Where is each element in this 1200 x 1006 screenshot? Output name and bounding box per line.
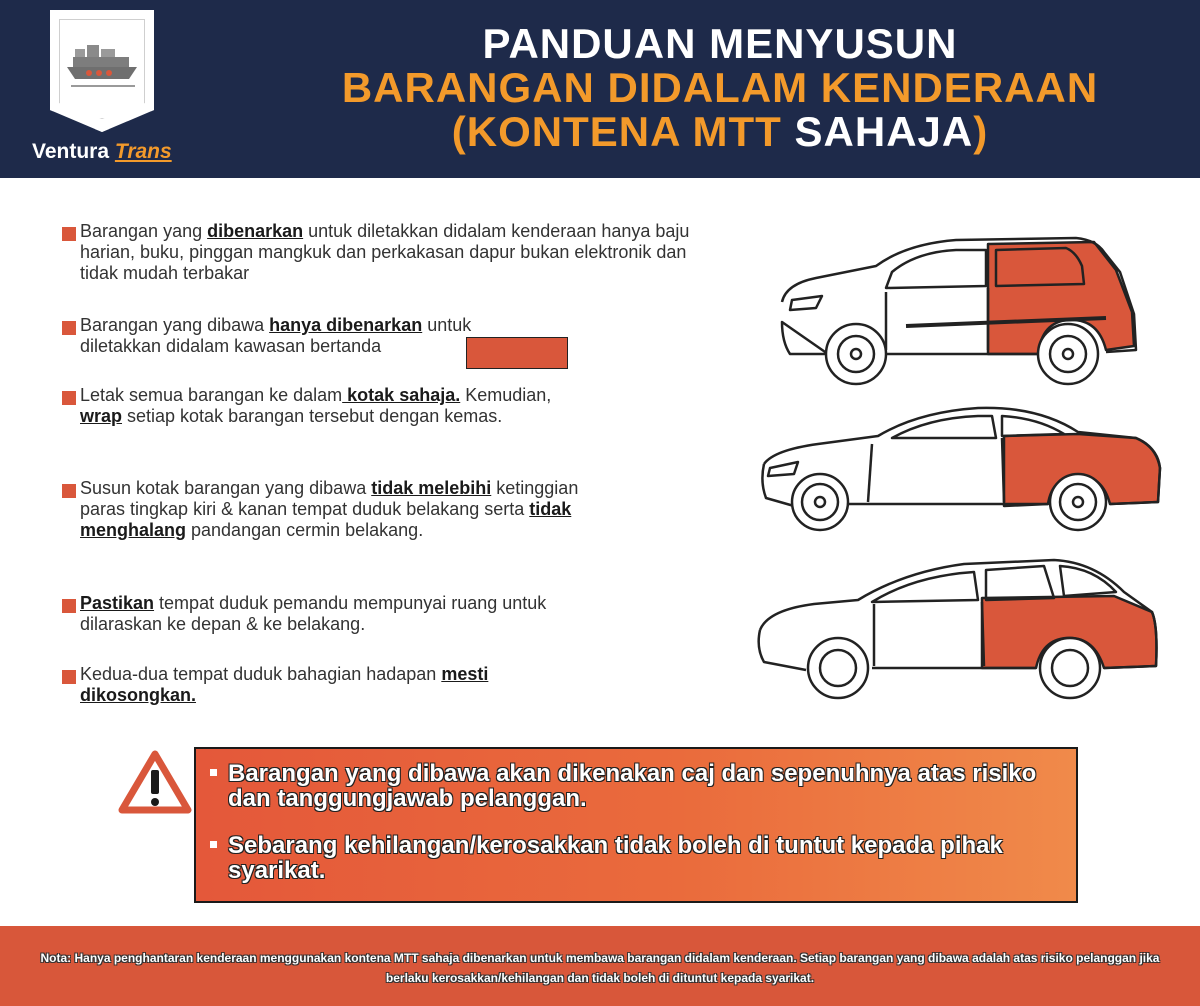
warning-box <box>194 747 1078 903</box>
warning-item-charges: Barangan yang dibawa akan dikenakan caj dan sepenuhnya atas risiko dan tanggungjawab pelanggan. <box>210 761 1070 811</box>
bullet-marker <box>62 391 76 405</box>
title-line-3: (KONTENA MTT SAHAJA) <box>451 108 989 155</box>
footer-note: Nota: Hanya penghantaran kenderaan menggunakan kontena MTT sahaja dibenarkan untuk membawa barangan didalam kenderaan. Setiap barangan yang dibawa adalah atas risiko pelanggan jika berlaku kerosakkan/kehilangan dan tidak boleh di dituntut kepada syarikat. <box>40 951 1160 985</box>
header-banner <box>0 0 1200 178</box>
warning-triangle-icon <box>118 750 192 814</box>
sedan-car-icon <box>758 398 1168 534</box>
brand-name: Ventura Trans <box>32 140 172 163</box>
company-logo-icon <box>50 10 154 132</box>
bullet-driver-seat: Pastikan tempat duduk pemandu mempunyai ruang untuk dilaraskan ke depan & ke belakang. <box>62 593 602 635</box>
bullet-marker <box>62 321 76 335</box>
marked-area-swatch <box>466 337 568 369</box>
warning-item-loss: Sebarang kehilangan/kerosakkan tidak boleh di tuntut kepada pihak syarikat. <box>210 833 1070 883</box>
page-title <box>290 22 1150 154</box>
bullet-front-seats: Kedua-dua tempat duduk bahagian hadapan mesti dikosongkan. <box>62 664 542 706</box>
title-line-2: BARANGAN DIDALAM KENDERAAN <box>341 64 1099 111</box>
bullet-allowed-items: Barangan yang dibenarkan untuk diletakkan didalam kenderaan hanya baju harian, buku, pinggan mangkuk dan perkakasan dapur bukan elektronik dan tidak mudah terbakar <box>62 221 702 284</box>
bullet-box-only: Letak semua barangan ke dalam kotak sahaja. Kemudian, wrap setiap kotak barangan tersebut dengan kemas. <box>62 385 582 427</box>
title-line-1: PANDUAN MENYUSUN <box>482 20 958 67</box>
footer-note-bar <box>0 926 1200 1006</box>
bullet-stacking-height: Susun kotak barangan yang dibawa tidak melebihi ketinggian paras tingkap kiri & kanan tempat duduk belakang serta tidak menghalang pandangan cermin belakang. <box>62 478 622 541</box>
hatchback-car-icon <box>776 222 1144 392</box>
bullet-marker <box>62 227 76 241</box>
bullet-marker <box>62 670 76 684</box>
bullet-marker <box>62 484 76 498</box>
suv-car-icon <box>754 556 1164 708</box>
bullet-marker <box>62 599 76 613</box>
bullet-marked-area: Barangan yang dibawa hanya dibenarkan untuk diletakkan didalam kawasan bertanda <box>62 315 482 357</box>
